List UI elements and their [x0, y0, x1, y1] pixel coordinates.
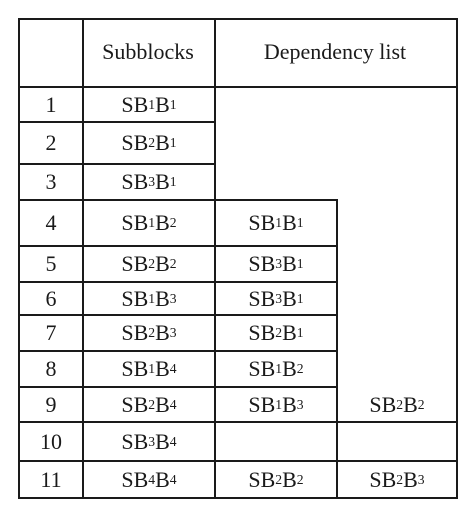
- label-block: B: [155, 130, 170, 155]
- label-prefix: SB: [121, 285, 149, 311]
- label-prefix: SB: [248, 285, 276, 311]
- dependency-cell: SB 2 B 2: [369, 391, 425, 417]
- dependency-cell: SB 2 B 3: [369, 466, 425, 492]
- label-prefix: SB: [369, 466, 397, 492]
- header-dependency-list: Dependency list: [263, 39, 407, 64]
- row-number: 7: [45, 320, 57, 345]
- label-prefix: SB: [121, 320, 149, 345]
- label-block: B: [282, 466, 297, 492]
- dependency-cell: SB 1 B 2: [248, 356, 304, 381]
- label-block: B: [155, 169, 170, 194]
- subblock-cell: SB 2 B 1: [121, 130, 177, 155]
- label-prefix: SB: [121, 428, 149, 454]
- label-prefix: SB: [121, 251, 149, 276]
- label-block: B: [282, 356, 297, 381]
- label-prefix: SB: [121, 91, 149, 117]
- subblock-cell: SB 2 B 2: [121, 251, 177, 276]
- subblock-cell: SB 1 B 4: [121, 356, 177, 381]
- subblock-cell: SB 1 B 2: [121, 210, 177, 235]
- label-prefix: SB: [121, 466, 149, 492]
- row-number: 11: [40, 466, 62, 492]
- label-prefix: SB: [121, 391, 149, 417]
- label-prefix: SB: [248, 210, 276, 235]
- dependency-cell: SB 3 B 1: [248, 251, 304, 276]
- dependency-cell: SB 2 B 1: [248, 320, 304, 345]
- label-block: B: [155, 320, 170, 345]
- label-block: B: [155, 210, 170, 235]
- label-block: B: [282, 210, 297, 235]
- label-block: B: [403, 466, 418, 492]
- row-number: 3: [45, 169, 57, 194]
- label-prefix: SB: [248, 391, 276, 417]
- label-block: B: [155, 391, 170, 417]
- label-block: B: [155, 428, 170, 454]
- table-border-top: [18, 18, 458, 20]
- label-prefix: SB: [248, 320, 276, 345]
- label-block: B: [282, 285, 297, 311]
- label-prefix: SB: [248, 466, 276, 492]
- subblock-cell: SB 2 B 4: [121, 391, 177, 417]
- label-block: B: [403, 391, 418, 417]
- dependency-cell: SB 2 B 2: [248, 466, 304, 492]
- label-block: B: [155, 285, 170, 311]
- subblock-cell: SB 1 B 1: [121, 91, 177, 117]
- row-number: 4: [45, 210, 57, 235]
- label-prefix: SB: [248, 356, 276, 381]
- label-prefix: SB: [121, 210, 149, 235]
- subblock-cell: SB 4 B 4: [121, 466, 177, 492]
- label-block: B: [282, 251, 297, 276]
- subblock-cell: SB 1 B 3: [121, 285, 177, 311]
- label-block: B: [155, 251, 170, 276]
- dependency-cell: SB 1 B 3: [248, 391, 304, 417]
- label-block: B: [155, 91, 170, 117]
- table-border-bottom: [18, 497, 458, 499]
- subblock-cell: SB 2 B 3: [121, 320, 177, 345]
- table-border-right: [456, 18, 458, 499]
- column-divider: [336, 199, 338, 497]
- label-prefix: SB: [369, 391, 397, 417]
- row-number: 1: [45, 91, 57, 117]
- label-block: B: [155, 356, 170, 381]
- dependency-cell: SB 3 B 1: [248, 285, 304, 311]
- label-prefix: SB: [121, 169, 149, 194]
- subblock-cell: SB 3 B 4: [121, 428, 177, 454]
- subblock-cell: SB 3 B 1: [121, 169, 177, 194]
- row-number: 6: [45, 285, 57, 311]
- label-block: B: [282, 391, 297, 417]
- row-number: 10: [40, 428, 62, 454]
- dependency-cell: SB 1 B 1: [248, 210, 304, 235]
- row-number: 2: [45, 130, 57, 155]
- label-prefix: SB: [248, 251, 276, 276]
- row-number: 5: [45, 251, 57, 276]
- label-prefix: SB: [121, 130, 149, 155]
- header-subblocks: Subblocks: [102, 39, 194, 64]
- label-prefix: SB: [121, 356, 149, 381]
- row-number: 9: [45, 391, 57, 417]
- label-block: B: [155, 466, 170, 492]
- row-number: 8: [45, 356, 57, 381]
- label-block: B: [282, 320, 297, 345]
